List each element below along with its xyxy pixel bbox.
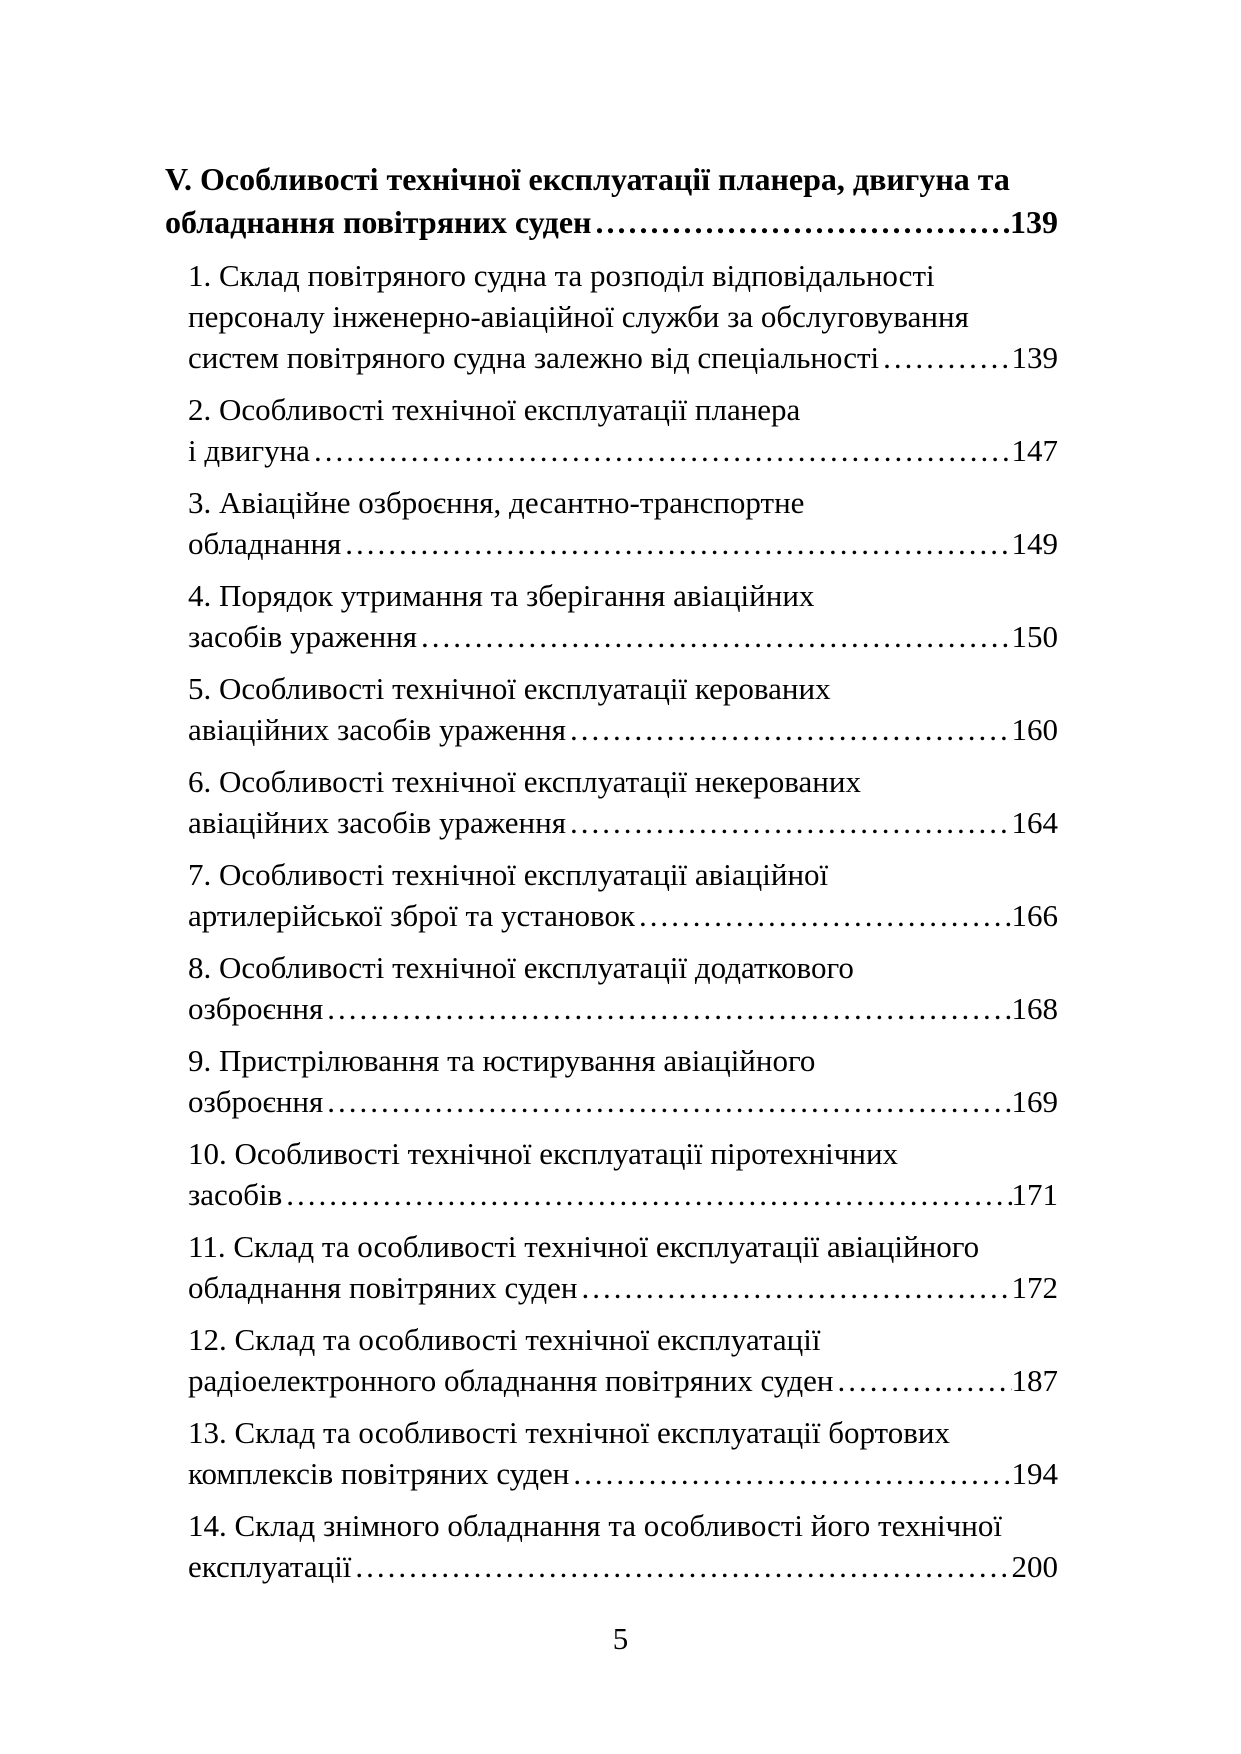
dot-leader (421, 616, 1011, 657)
toc-entry-text: 11. Склад та особливості технічної експлуатації авіаційного (188, 1229, 980, 1264)
dot-leader (570, 709, 1012, 750)
toc-entry (165, 854, 1058, 936)
toc-entry-line (188, 1226, 1058, 1267)
toc-entry (165, 575, 1058, 657)
dot-leader (595, 201, 1010, 244)
toc-entry-line (188, 895, 1058, 936)
toc-entry-text: озброєння (188, 1084, 324, 1119)
dot-leader (355, 1546, 1011, 1587)
dot-leader (582, 1267, 1012, 1308)
dot-leader (314, 430, 1012, 471)
toc-entry-line (188, 668, 1058, 709)
dot-leader (327, 1081, 1011, 1122)
toc-entry-text: систем повітряного судна залежно від спеціальності (188, 340, 880, 375)
toc-entry-page-number: 166 (1011, 898, 1058, 933)
toc-entry-text: авіаційних засобів ураження (188, 805, 566, 840)
dot-leader (639, 895, 1011, 936)
toc-entry (165, 389, 1058, 471)
toc-entry-line (188, 988, 1058, 1029)
toc-entry-text: 5. Особливості технічної експлуатації керованих (188, 671, 831, 706)
toc-entry (165, 1505, 1058, 1587)
toc-entry-text: засобів (188, 1177, 283, 1212)
dot-leader (573, 1453, 1011, 1494)
toc-entry-line (188, 1040, 1058, 1081)
toc-entry-text: 2. Особливості технічної експлуатації планера (188, 392, 801, 427)
page-number: 5 (612, 1621, 629, 1656)
toc-entry-text: 14. Склад знімного обладнання та особливості його технічної (188, 1508, 1002, 1543)
toc-content (165, 158, 1058, 1587)
toc-section-heading-text: V. Особливості технічної експлуатації планера, двигуна та (165, 161, 1010, 197)
toc-entry-text: 9. Пристрілювання та юстирування авіаційного (188, 1043, 816, 1078)
toc-entry-text: озброєння (188, 991, 324, 1026)
toc-entry-text: 6. Особливості технічної експлуатації некерованих (188, 764, 861, 799)
toc-entry-line (188, 761, 1058, 802)
toc-entry-line (188, 1505, 1058, 1546)
toc-section-heading-text: обладнання повітряних суден (165, 204, 592, 240)
toc-entry-text: радіоелектронного обладнання повітряних суден (188, 1363, 834, 1398)
toc-entry-text: 7. Особливості технічної експлуатації авіаційної (188, 857, 829, 892)
toc-entry-page-number: 187 (1011, 1363, 1058, 1398)
page-footer (0, 1618, 1241, 1659)
toc-entry-page-number: 171 (1011, 1177, 1058, 1212)
toc-entry-line (188, 1081, 1058, 1122)
toc-entry-line (188, 575, 1058, 616)
toc-entry-text: комплексів повітряних суден (188, 1456, 570, 1491)
toc-entry-page-number: 147 (1011, 433, 1058, 468)
toc-entry-text: 4. Порядок утримання та зберігання авіаційних (188, 578, 815, 613)
toc-entry (165, 1319, 1058, 1401)
toc-entry (165, 1040, 1058, 1122)
toc-entry-text: 12. Склад та особливості технічної експлуатації (188, 1322, 821, 1357)
toc-entry-text: артилерійської зброї та установок (188, 898, 636, 933)
toc-entry-line (188, 430, 1058, 471)
toc-entry-line (188, 255, 1058, 296)
toc-entry-text: обладнання (188, 526, 342, 561)
toc-entry-line (188, 389, 1058, 430)
toc-entry (165, 1226, 1058, 1308)
toc-entry-page-number: 160 (1011, 712, 1058, 747)
toc-entry-page-number: 200 (1011, 1549, 1058, 1584)
toc-entry-line (188, 1453, 1058, 1494)
toc-entry-line (188, 1360, 1058, 1401)
dot-leader (286, 1174, 1011, 1215)
toc-entry-text: авіаційних засобів ураження (188, 712, 566, 747)
toc-entry-page-number: 168 (1011, 991, 1058, 1026)
toc-entry-line (188, 1174, 1058, 1215)
toc-section-heading-line-1 (165, 158, 1058, 201)
toc-entry-text: і двигуна (188, 433, 310, 468)
toc-entry-line (188, 523, 1058, 564)
toc-entry-line (188, 616, 1058, 657)
dot-leader (570, 802, 1012, 843)
toc-entry-line (188, 802, 1058, 843)
toc-entry-page-number: 172 (1011, 1270, 1058, 1305)
toc-entry-page-number: 169 (1011, 1084, 1058, 1119)
toc-entry (165, 947, 1058, 1029)
toc-entry-line (188, 296, 1058, 337)
toc-entry-page-number: 194 (1011, 1456, 1058, 1491)
toc-entry-text: 13. Склад та особливості технічної експлуатації бортових (188, 1415, 950, 1450)
toc-entry-line (188, 1546, 1058, 1587)
toc-entry (165, 255, 1058, 378)
toc-section-page-number: 139 (1010, 204, 1058, 240)
toc-entry-page-number: 150 (1011, 619, 1058, 654)
toc-entry-line (188, 1412, 1058, 1453)
toc-entry-text: персоналу інженерно-авіаційної служби за обслуговування (188, 299, 969, 334)
toc-entry-text: 3. Авіаційне озброєння, десантно-транспортне (188, 485, 805, 520)
toc-entry (165, 1133, 1058, 1215)
toc-entry-text: обладнання повітряних суден (188, 1270, 578, 1305)
toc-section-heading-line-2 (165, 201, 1058, 244)
toc-entry (165, 668, 1058, 750)
toc-entry-line (188, 482, 1058, 523)
toc-entry-line (188, 1133, 1058, 1174)
toc-entry-page-number: 139 (1011, 340, 1058, 375)
toc-entries (165, 255, 1058, 1587)
toc-entry-text: експлуатації (188, 1549, 352, 1584)
toc-entry-text: 1. Склад повітряного судна та розподіл відповідальності (188, 258, 935, 293)
dot-leader (345, 523, 1011, 564)
toc-section-heading (165, 158, 1058, 244)
toc-entry-line (188, 947, 1058, 988)
toc-entry (165, 761, 1058, 843)
toc-entry-line (188, 709, 1058, 750)
dot-leader (327, 988, 1011, 1029)
toc-entry-page-number: 149 (1011, 526, 1058, 561)
toc-entry-line (188, 1319, 1058, 1360)
toc-entry-text: засобів ураження (188, 619, 418, 654)
dot-leader (837, 1360, 1011, 1401)
toc-entry-line (188, 337, 1058, 378)
toc-entry-page-number: 164 (1011, 805, 1058, 840)
toc-entry-line (188, 1267, 1058, 1308)
toc-entry-line (188, 854, 1058, 895)
toc-entry-text: 8. Особливості технічної експлуатації додаткового (188, 950, 854, 985)
toc-entry-text: 10. Особливості технічної експлуатації піротехнічних (188, 1136, 899, 1171)
toc-entry (165, 1412, 1058, 1494)
dot-leader (883, 337, 1011, 378)
toc-entry (165, 482, 1058, 564)
